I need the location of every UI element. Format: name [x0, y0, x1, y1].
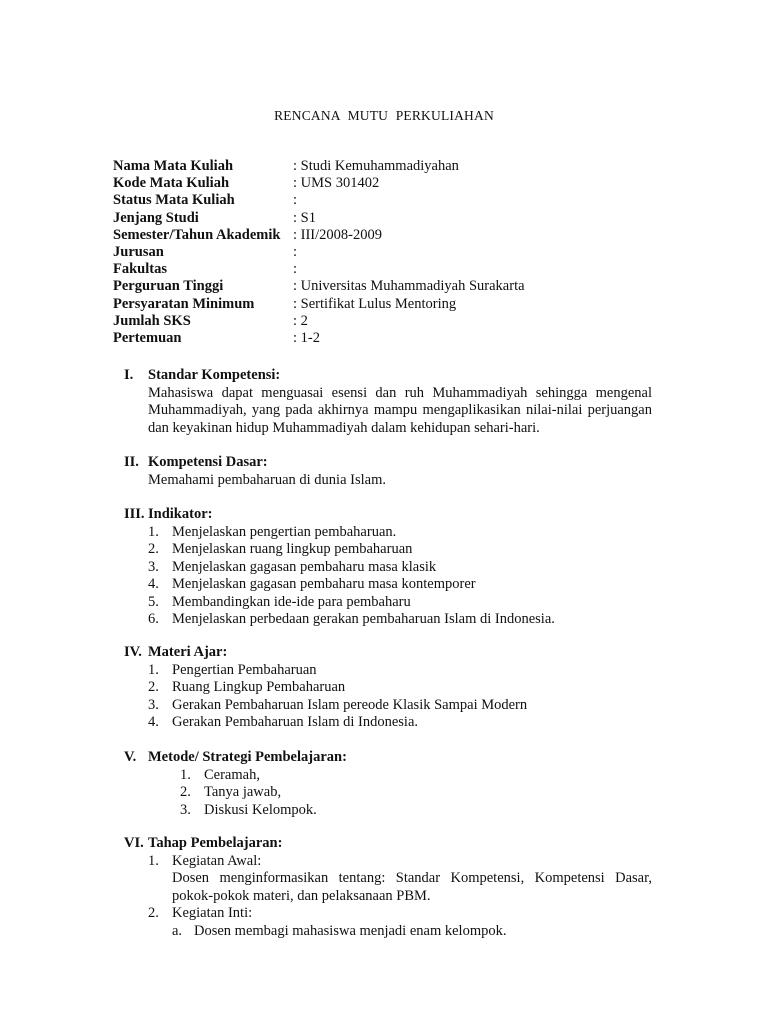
- section-heading: [124, 835, 652, 853]
- tahap-list: [148, 905, 652, 923]
- section-title: Tahap Pembelajaran:: [148, 835, 283, 851]
- list-item: [148, 905, 652, 923]
- info-label: Pertemuan: [113, 329, 182, 346]
- sub-list-letter: a.: [172, 922, 183, 939]
- list-number: 2.: [180, 784, 191, 800]
- section-metode: [124, 749, 652, 819]
- info-label: Semester/Tahun Akademik: [113, 226, 281, 243]
- info-value: :: [293, 192, 298, 209]
- list-number: 1.: [148, 661, 159, 678]
- list-number: 5.: [148, 593, 159, 610]
- section-title: Kompetensi Dasar:: [148, 454, 268, 470]
- info-value: :: [293, 243, 298, 260]
- info-row-perguruan: [113, 278, 673, 295]
- info-row-jenjang: [113, 210, 673, 227]
- list-text: Kegiatan Inti:: [172, 905, 253, 921]
- list-item: [148, 559, 652, 577]
- info-value: : 1-2: [293, 329, 320, 346]
- list-number: 1.: [148, 852, 159, 869]
- section-heading: [124, 454, 652, 472]
- list-text: Gerakan Pembaharuan Islam di Indonesia.: [172, 714, 419, 730]
- list-item: [148, 611, 652, 629]
- section-heading: [124, 749, 652, 767]
- info-value: :: [293, 261, 298, 278]
- sub-list-item: [172, 923, 652, 941]
- section-number: VI.: [124, 835, 144, 851]
- info-label: Nama Mata Kuliah: [113, 158, 234, 174]
- info-label: Jenjang Studi: [113, 209, 199, 226]
- list-number: 1.: [180, 766, 191, 783]
- list-number: 3.: [148, 696, 159, 713]
- list-item: [148, 853, 652, 871]
- info-row-sks: [113, 313, 673, 330]
- section-title: Indikator:: [148, 506, 213, 522]
- list-number: 2.: [148, 541, 159, 557]
- info-label: Status Mata Kuliah: [113, 192, 235, 209]
- info-row-semester: [113, 227, 673, 244]
- section-number: III.: [124, 506, 145, 522]
- list-text: Ruang Lingkup Pembaharuan: [172, 679, 346, 695]
- document-title: RENCANA MUTU PERKULIAHAN: [274, 108, 494, 123]
- info-label: Perguruan Tinggi: [113, 278, 224, 295]
- info-value: : Sertifikat Lulus Mentoring: [293, 295, 457, 312]
- section-number: II.: [124, 454, 139, 470]
- list-item: [148, 697, 652, 715]
- list-item: [180, 802, 652, 820]
- course-info-table: [113, 158, 673, 347]
- info-value: : Studi Kemuhammadiyahan: [293, 158, 459, 174]
- list-item: [148, 594, 652, 612]
- list-number: 4.: [148, 576, 159, 592]
- section-standar-kompetensi: [124, 367, 652, 437]
- sub-list-text: Dosen membagi mahasiswa menjadi enam kelompok.: [194, 922, 507, 939]
- list-text: Kegiatan Awal:: [172, 852, 262, 869]
- list-text: Tanya jawab,: [204, 784, 282, 800]
- info-value: : UMS 301402: [293, 175, 380, 192]
- metode-list: [180, 767, 652, 820]
- info-row-pertemuan: [113, 330, 673, 347]
- list-text: Menjelaskan pengertian pembaharuan.: [172, 523, 397, 540]
- section-title: Materi Ajar:: [148, 644, 228, 660]
- indikator-list: [148, 524, 652, 629]
- info-label: Kode Mata Kuliah: [113, 175, 230, 192]
- materi-list: [148, 662, 652, 732]
- list-number: 4.: [148, 714, 159, 730]
- info-row-kode: [113, 175, 673, 192]
- list-number: 1.: [148, 523, 159, 540]
- list-text: Diskusi Kelompok.: [204, 801, 317, 818]
- list-item: [148, 524, 652, 542]
- info-label: Persyaratan Minimum: [113, 295, 255, 312]
- section-number: V.: [124, 749, 137, 765]
- info-row-persyaratan: [113, 296, 673, 313]
- section-tahap-pembelajaran: [124, 835, 652, 940]
- list-number: 3.: [148, 558, 159, 575]
- section-paragraph: Memahami pembaharuan di dunia Islam.: [148, 471, 386, 488]
- list-text: Menjelaskan ruang lingkup pembaharuan: [172, 541, 413, 557]
- info-label: Fakultas: [113, 261, 167, 278]
- info-row-status: [113, 192, 673, 209]
- section-kompetensi-dasar: [124, 454, 652, 489]
- list-number: 6.: [148, 611, 159, 627]
- list-text: Gerakan Pembaharuan Islam pereode Klasik Sampai Modern: [172, 696, 528, 713]
- list-text: Membandingkan ide-ide para pembaharu: [172, 593, 411, 610]
- list-text: Pengertian Pembaharuan: [172, 661, 317, 678]
- section-paragraph: Mahasiswa dapat menguasai esensi dan ruh Muhammadiyah sehingga mengenal Muhammadiyah, yang pada akhirnya mampu mengaplikasikan nilai-nilai perjuangan dan keyakinan hidup Muhammadiyah dalam kehidupan sehari-hari.: [148, 384, 652, 436]
- list-text: Menjelaskan perbedaan gerakan pembaharuan Islam di Indonesia.: [172, 611, 555, 627]
- kegiatan-awal-description: Dosen menginformasikan tentang: Standar Kompetensi, Kompetensi Dasar, pokok-pokok materi, dan pelaksanaan PBM.: [172, 870, 652, 904]
- list-number: 2.: [148, 905, 159, 921]
- list-item: [148, 541, 652, 559]
- list-item: [148, 576, 652, 594]
- info-row-jurusan: [113, 244, 673, 261]
- list-item: [180, 767, 652, 785]
- section-materi-ajar: [124, 644, 652, 732]
- info-value: : 2: [293, 312, 308, 329]
- list-text: Menjelaskan gagasan pembaharu masa kontemporer: [172, 576, 476, 592]
- list-text: Ceramah,: [204, 766, 260, 783]
- list-number: 2.: [148, 679, 159, 695]
- info-row-nama: [113, 158, 673, 175]
- tahap-list: [148, 853, 652, 871]
- info-value: : Universitas Muhammadiyah Surakarta: [293, 278, 525, 295]
- section-heading: [124, 644, 652, 662]
- list-number: 3.: [180, 801, 191, 818]
- list-text: Menjelaskan gagasan pembaharu masa klasik: [172, 558, 437, 575]
- section-title: Metode/ Strategi Pembelajaran:: [148, 749, 347, 765]
- list-item: [180, 784, 652, 802]
- section-heading: [124, 506, 652, 524]
- section-heading: [124, 367, 652, 385]
- list-item: [148, 714, 652, 732]
- info-value: : III/2008-2009: [293, 226, 382, 243]
- info-value: : S1: [293, 209, 316, 226]
- section-indikator: [124, 506, 652, 629]
- info-label: Jumlah SKS: [113, 312, 191, 329]
- info-row-fakultas: [113, 261, 673, 278]
- section-number: I.: [124, 367, 134, 383]
- info-label: Jurusan: [113, 243, 164, 260]
- section-title: Standar Kompetensi:: [148, 367, 281, 383]
- section-number: IV.: [124, 644, 142, 660]
- list-item: [148, 662, 652, 680]
- list-item: [148, 679, 652, 697]
